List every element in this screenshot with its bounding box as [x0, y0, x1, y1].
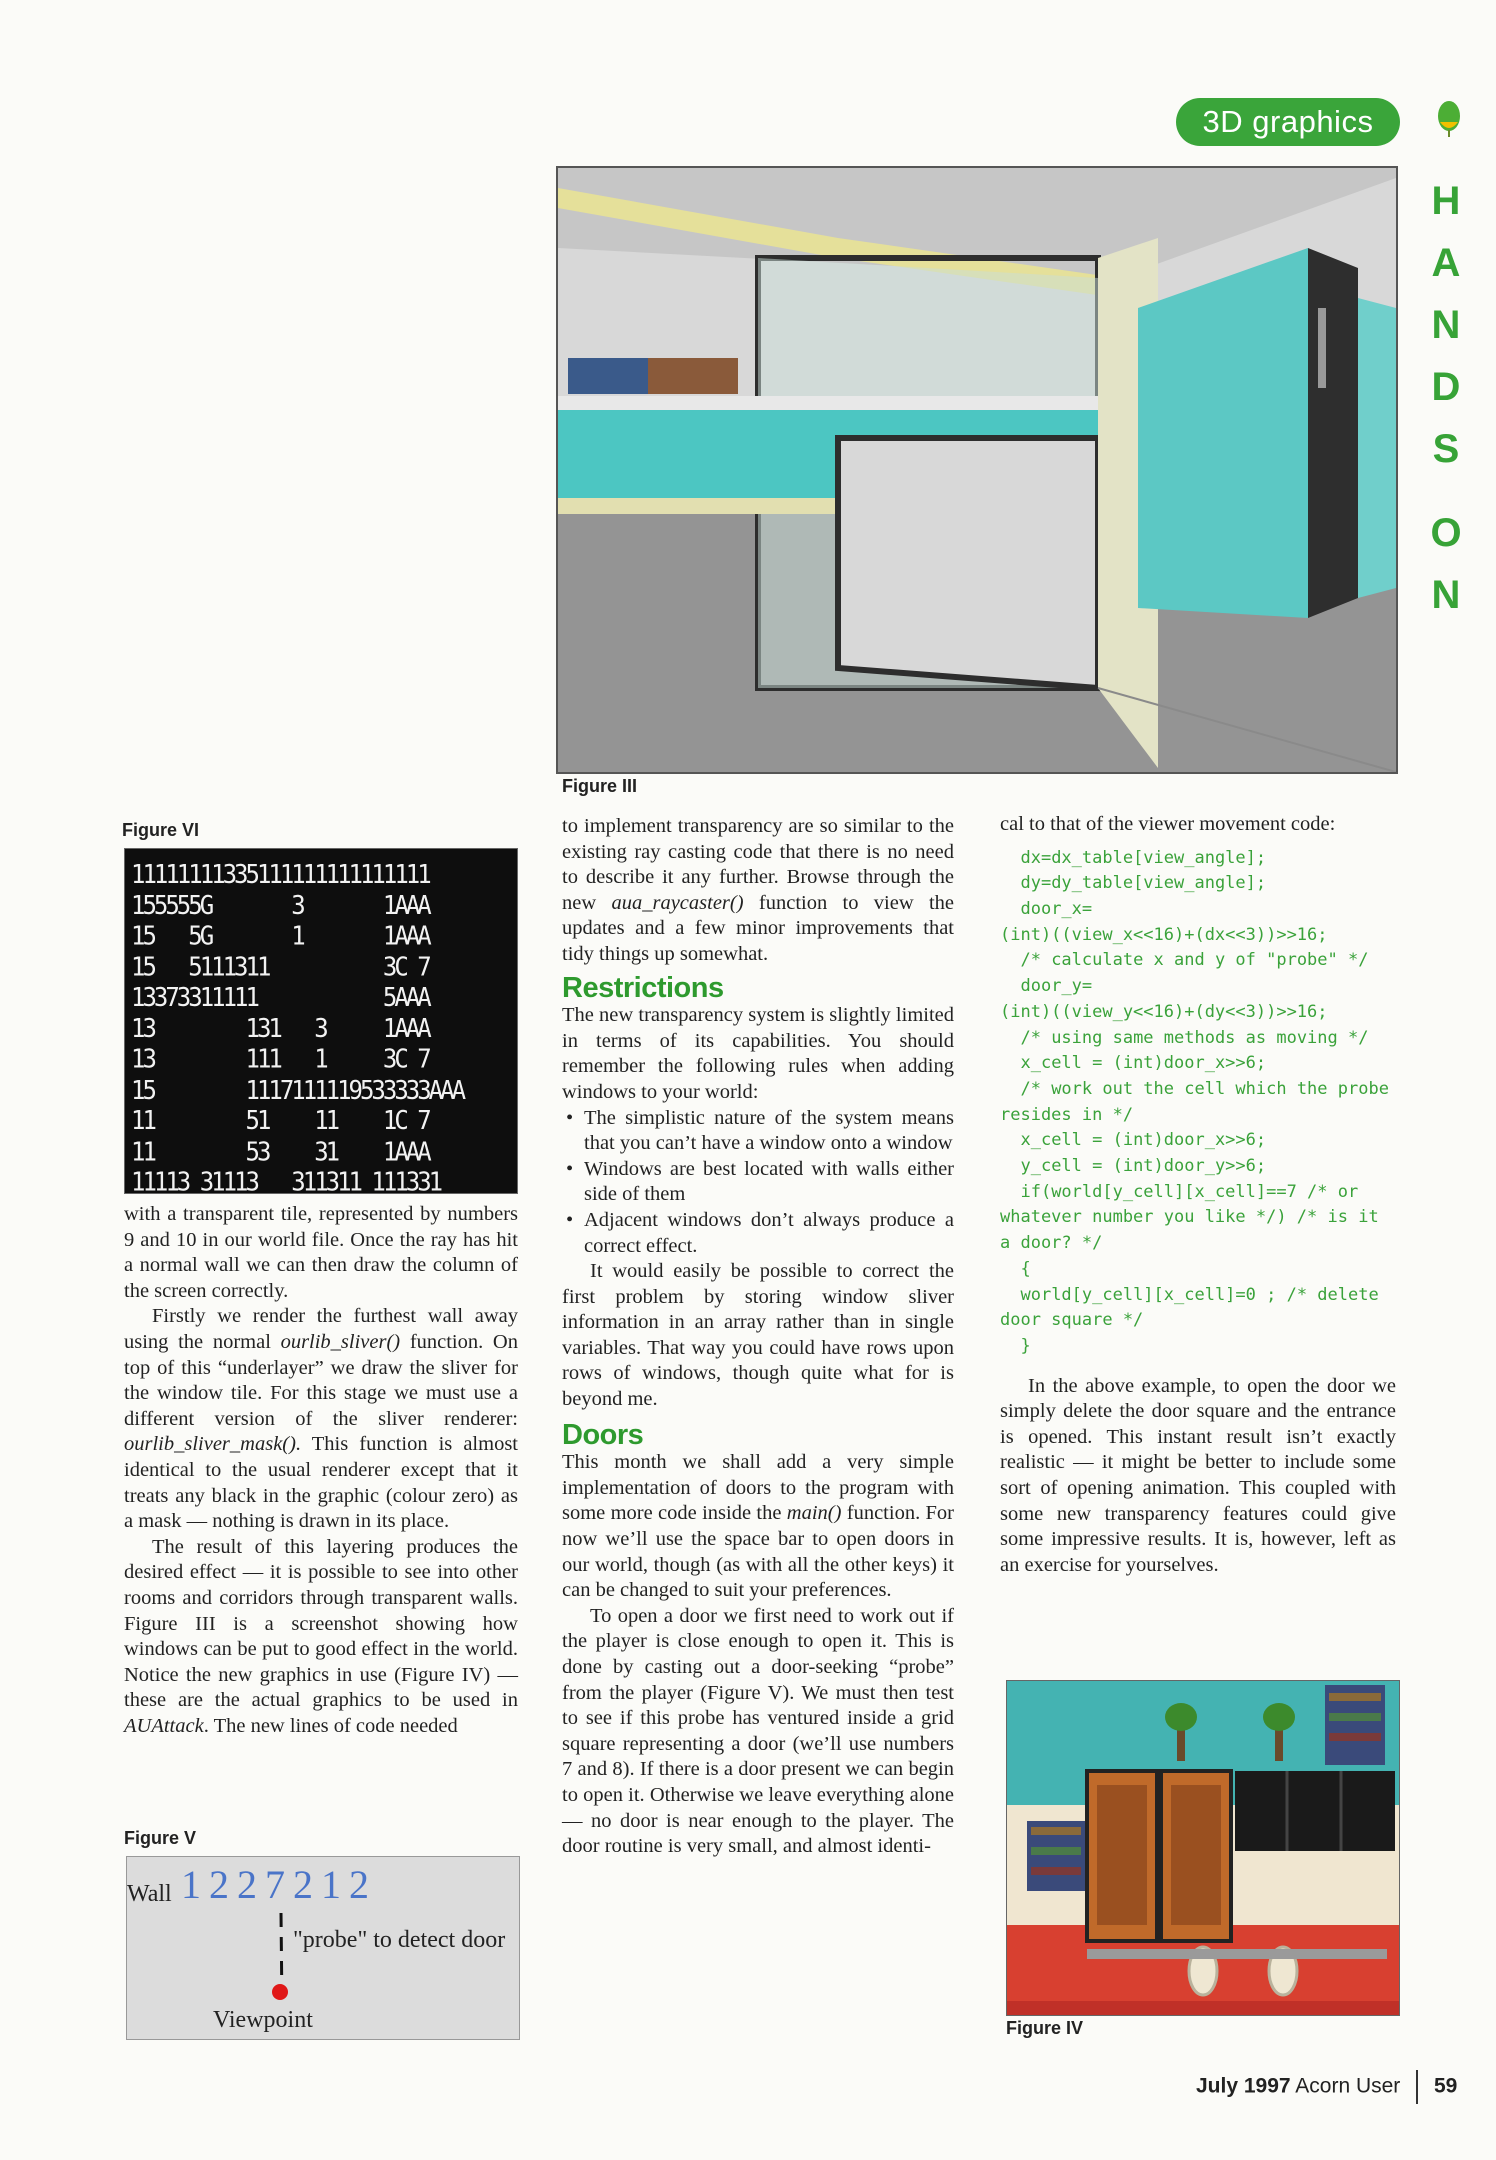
- figure-3-screenshot: [556, 166, 1398, 774]
- list-item: • Adjacent windows don’t always produce a correct effect.: [562, 1208, 954, 1259]
- footer-magazine: Acorn User: [1295, 2074, 1401, 2098]
- footer-date: July 1997: [1196, 2074, 1291, 2098]
- figure-4-caption: Figure IV: [1006, 2018, 1084, 2038]
- world-grid-text: 11111111335111111111111111 155555G 3 1AAA 15 5G 1 1AAA 15 5111311 3C 7 13373311111 5AAA 13 131 3 1AAA 13 111 1 3C 7 15 1117111119533333AAA 11 51 11 1C 7 11 53 31 1AAA 11113 31113 311311 111331: [131, 859, 464, 1198]
- vertical-letter: N: [1431, 573, 1461, 617]
- col2-paragraph-3: It would easily be possible to correct the first problem by storing window sliver information in an array rather than in single variables. That way you could have rows upon rows of windows, though quite what for is beyond me.: [562, 1260, 954, 1411]
- col1-paragraph-3: The result of this layering produces the desired effect — it is possible to see into other rooms and corridors through transparent walls. Figure III is a screenshot showing how windows can be put to good effect in the world. Notice the new graphics in use (Figure IV) — these are the actual graphics to be used in AUAttack. The new lines of code needed: [124, 1535, 518, 1737]
- code-listing: dx=dx_table[view_angle]; dy=dy_table[view_angle]; door_x= (int)((view_x<<16)+(dx<<3))>>16; /* calculate x and y of "probe" */ door_y= (int)((view_y<<16)+(dy<<3))>>16; /* using same methods as moving */ x_cell = (int)door_x>>6; /* work out the cell which the probe resides in */ x_cell = (int)door_x>>6; y_cell = (int)door_y>>6; if(world[y_cell][x_cell]==7 /* or whatever number you like */) /* is it a door? */ { world[y_cell][x_cell]=0 ; /* delete door square */ }: [1000, 847, 1389, 1356]
- col3-paragraph-1: cal to that of the viewer movement code:: [1000, 813, 1336, 835]
- figure-5-caption: Figure V: [124, 1828, 197, 1848]
- vertical-letter: H: [1431, 179, 1461, 223]
- vertical-letter: A: [1431, 241, 1461, 285]
- figure-5-probe-diagram: [126, 1856, 520, 2040]
- vertical-letter: S: [1432, 427, 1460, 471]
- vertical-section-title: [1424, 170, 1468, 626]
- viewpoint-label: Viewpoint: [213, 2007, 313, 2033]
- vertical-letter: N: [1431, 303, 1461, 347]
- footer-divider: [1416, 2070, 1418, 2104]
- col1-paragraph-2: Firstly we render the furthest wall away using the normal ourlib_sliver() function. On top of this “underlayer” we draw the sliver for the window tile. For this stage we must use a different version of the sliver renderer: ourlib_sliver_mask(). This function is almost identical to the usual renderer except that it treats any black in the graphic (colour zero) as a mask — nothing is drawn in its place.: [124, 1305, 518, 1533]
- list-item: • The simplistic nature of the system means that you can’t have a window onto a window: [562, 1106, 954, 1157]
- column-3: [1000, 812, 1396, 1578]
- figure-6-caption: Figure VI: [122, 820, 200, 840]
- wall-label: Wall: [127, 1881, 172, 1907]
- page-number: 59: [1433, 2074, 1458, 2098]
- column-1: [124, 1202, 518, 1739]
- figure-3-caption: Figure III: [562, 776, 638, 796]
- page-footer: [1196, 2070, 1457, 2104]
- restrictions-list: [562, 1106, 954, 1260]
- col2-paragraph-4: This month we shall add a very simple implementation of doors to the program with some more code inside the main() function. For now we’ll use the space bar to open doors in our world, though (as with all the other keys) it can be changed to suit your preferences.: [562, 1451, 955, 1602]
- column-2: [562, 814, 954, 1860]
- viewpoint-dot: [269, 1981, 291, 2003]
- probe-label: "probe" to detect door: [293, 1927, 506, 1953]
- restrictions-heading: Restrictions: [562, 971, 724, 1004]
- figure-4-graphics: [1006, 1680, 1400, 2016]
- doors-heading: Doors: [562, 1418, 644, 1451]
- figure-6-world-grid: [124, 848, 518, 1198]
- list-item: • Windows are best located with walls either side of them: [562, 1157, 954, 1208]
- leaf-icon: [1436, 100, 1462, 138]
- col3-paragraph-2: In the above example, to open the door we simply delete the door square and the entrance is opened. This instant result isn’t exactly realistic — it might be better to include some sort of opening animation. This coupled with some new transparency features could give some impressive results. It is, however, left as an exercise for yourselves.: [1000, 1374, 1396, 1576]
- vertical-letter: O: [1430, 511, 1462, 555]
- col1-paragraph-1: with a transparent tile, represented by numbers 9 and 10 in our world file. Once the ray has hit a normal wall we can then draw the column of the screen correctly.: [124, 1203, 518, 1302]
- col2-paragraph-1: to implement transparency are so similar to the existing ray casting code that there is no need to describe it any further. Browse through the new aua_raycaster() function to view the updates and a few minor improvements that tidy things up somewhat.: [562, 815, 955, 965]
- vertical-letter: D: [1431, 365, 1461, 409]
- wall-digits: 1 2 2 7 2 1 2: [181, 1862, 368, 1907]
- section-label: 3D graphics: [1176, 98, 1400, 146]
- col2-paragraph-5: To open a door we first need to work out if the player is close enough to open it. This is done by casting out a door-seeking “probe” from the player (Figure V). We must then test to see if this probe has ventured inside a grid square representing a door (we’ll use numbers 7 and 8). If there is a door present we can begin to open it. Otherwise we leave everything alone — no door is near enough to the player. The door routine is very small, and almost identi-: [562, 1604, 954, 1858]
- col2-paragraph-2: The new transparency system is slightly limited in terms of its capabilities. You should remember the following rules when adding windows to your world:: [562, 1004, 954, 1103]
